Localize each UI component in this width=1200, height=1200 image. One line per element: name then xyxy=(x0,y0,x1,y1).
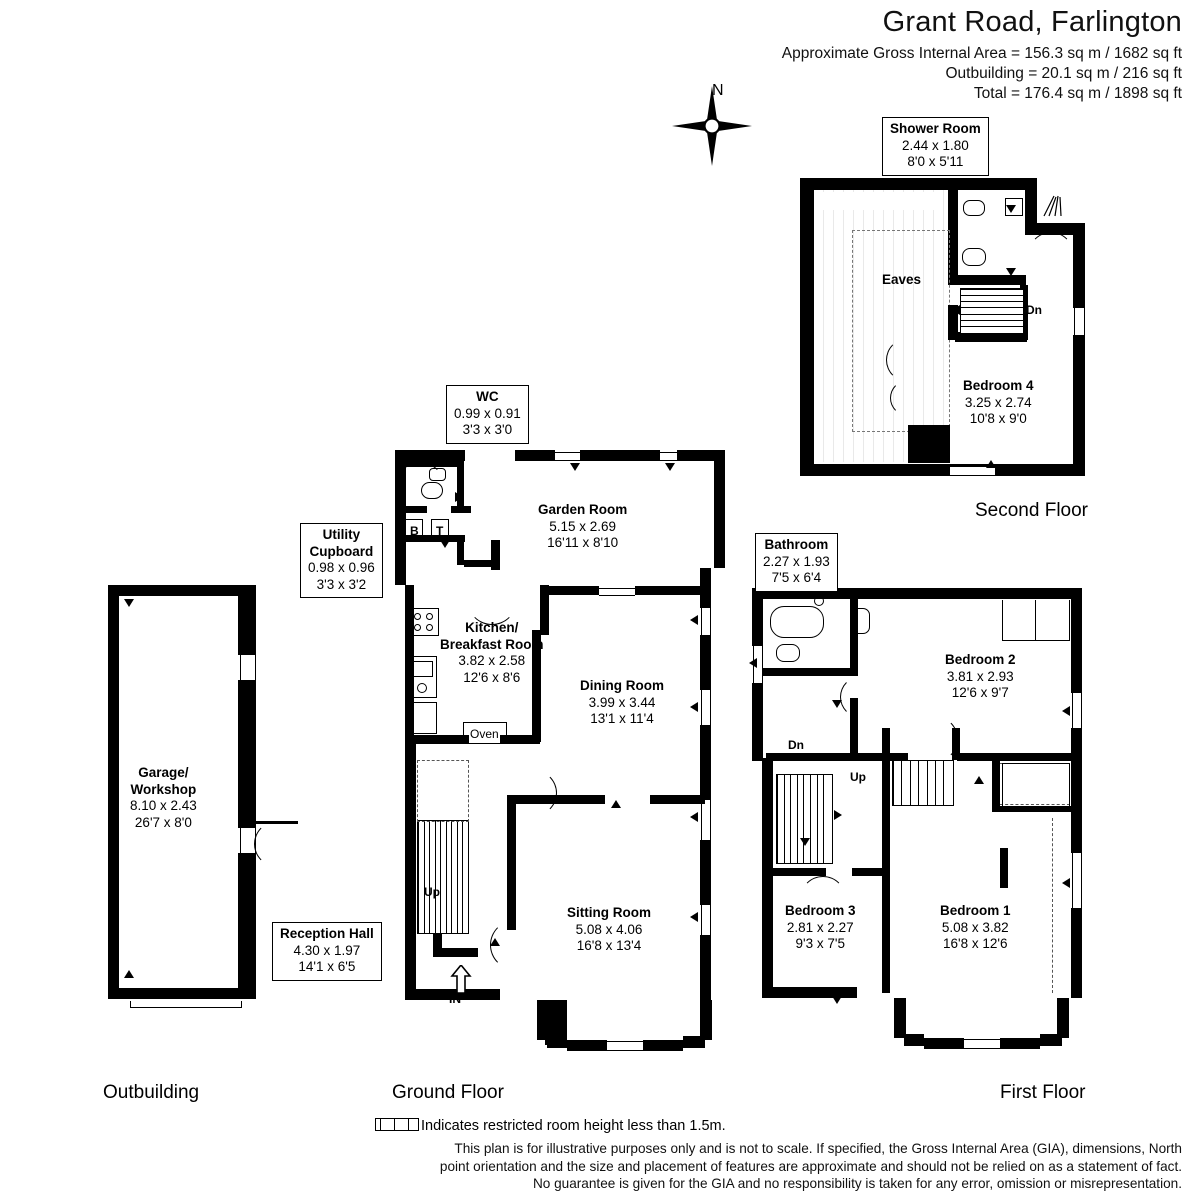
garage-imperial: 26'7 x 8'0 xyxy=(134,814,192,830)
bedroom1-imperial: 16'8 x 12'6 xyxy=(943,936,1008,951)
bathroom-metric: 2.27 x 1.93 xyxy=(763,553,830,569)
area-total: Total = 176.4 sq m / 1898 sq ft xyxy=(973,85,1182,102)
restricted-height-swatch xyxy=(375,1118,419,1131)
dining-name: Dining Room xyxy=(580,678,664,693)
bedroom4-metric: 3.25 x 2.74 xyxy=(964,394,1032,410)
utility-metric: 0.98 x 0.96 xyxy=(308,560,375,575)
bathroom-label xyxy=(755,533,838,592)
area-gross-internal: Approximate Gross Internal Area = 156.3 sq m / 1682 sq ft xyxy=(781,45,1182,62)
bedroom3-name: Bedroom 3 xyxy=(785,903,856,918)
garage-label xyxy=(130,765,197,831)
stairs-second-down xyxy=(960,288,1024,334)
garden-room-imperial: 16'11 x 8'10 xyxy=(547,535,619,550)
eaves-name: Eaves xyxy=(882,272,922,287)
utility-label xyxy=(300,523,383,598)
bedroom4-name: Bedroom 4 xyxy=(963,378,1034,393)
legend-text: Indicates restricted room height less than 1.5m. xyxy=(421,1118,726,1134)
tank-box xyxy=(431,519,449,538)
reception-hall-imperial: 14'1 x 6'5 xyxy=(298,959,356,974)
oven-box xyxy=(463,722,507,744)
bathroom-imperial: 7'5 x 6'4 xyxy=(771,570,822,585)
shower-room-metric: 2.44 x 1.80 xyxy=(901,137,969,153)
bedroom1-metric: 5.08 x 3.82 xyxy=(941,919,1009,935)
compass-north-label: N xyxy=(712,82,724,99)
bedroom2-imperial: 12'6 x 9'7 xyxy=(951,685,1009,700)
marker-oven: Oven xyxy=(470,727,499,741)
reception-hall-label xyxy=(272,922,382,981)
disclaimer-text: This plan is for illustrative purposes only and is not to scale. If specified, the Gross Internal Area (GIA), dimensions, North point orientation and the size and placement of features are approximate and should not be relied on as a statement of fact. No guarantee is given for the GIA and no responsibility is taken for any error, omission or misrepresentation. xyxy=(439,1141,1182,1191)
first-floor-plan xyxy=(752,588,1092,1043)
sitting-name: Sitting Room xyxy=(567,905,651,920)
floor-label-outbuilding: Outbuilding xyxy=(103,1082,200,1103)
kitchen-name: Kitchen/ xyxy=(465,620,519,635)
boiler-box xyxy=(405,519,423,538)
kitchen-label xyxy=(440,620,544,686)
marker-dn-first: Dn xyxy=(788,738,804,752)
garden-room-label xyxy=(538,502,627,552)
wc-metric: 0.99 x 0.91 xyxy=(454,405,521,421)
marker-tank: T xyxy=(436,524,444,538)
bedroom3-imperial: 9'3 x 7'5 xyxy=(795,936,845,951)
floor-label-first: First Floor xyxy=(1000,1082,1086,1103)
wc-name: WC xyxy=(476,389,499,404)
sitting-label xyxy=(567,905,651,955)
stairs-first-down xyxy=(776,774,833,864)
bathroom-name: Bathroom xyxy=(764,537,829,552)
floor-label-second: Second Floor xyxy=(975,500,1089,521)
marker-dn-second: Dn xyxy=(1026,303,1042,317)
wc-label xyxy=(446,385,529,444)
bedroom4-label xyxy=(963,378,1034,428)
garden-room-name: Garden Room xyxy=(538,502,628,517)
dining-metric: 3.99 x 3.44 xyxy=(588,694,656,710)
bedroom2-metric: 3.81 x 2.93 xyxy=(946,668,1014,684)
area-outbuilding: Outbuilding = 20.1 sq m / 216 sq ft xyxy=(945,65,1182,82)
kitchen-metric: 3.82 x 2.58 xyxy=(458,653,526,668)
floor-label-ground: Ground Floor xyxy=(392,1082,504,1103)
garden-room-metric: 5.15 x 2.69 xyxy=(549,518,617,534)
bedroom1-name: Bedroom 1 xyxy=(940,903,1011,918)
garage-name: Garage/ xyxy=(138,765,189,780)
bedroom1-label xyxy=(940,903,1011,953)
sitting-imperial: 16'8 x 13'4 xyxy=(576,938,642,953)
dining-label xyxy=(580,678,664,728)
kitchen-name2: Breakfast Room xyxy=(440,636,544,652)
kitchen-imperial: 12'6 x 8'6 xyxy=(463,669,521,685)
bedroom2-label xyxy=(945,652,1016,702)
bedroom4-imperial: 10'8 x 9'0 xyxy=(969,411,1027,426)
garage-metric: 8.10 x 2.43 xyxy=(130,798,197,813)
shower-room-imperial: 8'0 x 5'11 xyxy=(907,154,964,169)
marker-in: IN xyxy=(449,992,461,1006)
bedroom3-label xyxy=(785,903,856,953)
second-floor-plan xyxy=(800,170,1090,485)
dining-imperial: 13'1 x 11'4 xyxy=(590,711,654,726)
shower-room-name: Shower Room xyxy=(890,121,981,136)
reception-hall-name: Reception Hall xyxy=(280,926,374,941)
marker-boiler: B xyxy=(410,524,419,538)
marker-up-first: Up xyxy=(850,770,866,784)
reception-hall-metric: 4.30 x 1.97 xyxy=(293,942,361,958)
sitting-metric: 5.08 x 4.06 xyxy=(575,921,643,937)
legend xyxy=(375,1118,726,1134)
bedroom3-metric: 2.81 x 2.27 xyxy=(786,919,854,935)
garage-name2: Workshop xyxy=(130,781,197,797)
utility-name2: Cupboard xyxy=(309,543,374,559)
utility-name: Utility xyxy=(322,527,361,542)
marker-up-ground: Up xyxy=(424,885,440,899)
eaves-label xyxy=(882,272,921,289)
stairs-first-up xyxy=(892,760,954,806)
shower-room-label xyxy=(882,117,989,176)
utility-imperial: 3'3 x 3'2 xyxy=(316,576,367,592)
plan-title: Grant Road, Farlington xyxy=(882,6,1182,38)
stairs-ground xyxy=(417,820,469,934)
bedroom2-name: Bedroom 2 xyxy=(945,652,1016,667)
wc-imperial: 3'3 x 3'0 xyxy=(462,422,513,437)
